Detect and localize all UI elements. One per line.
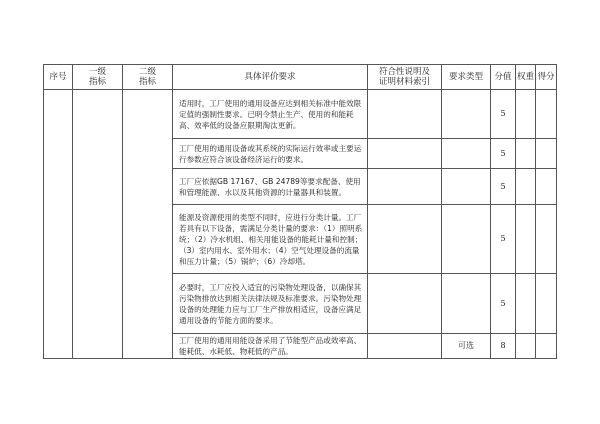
header-weight: 权重 bbox=[516, 65, 536, 90]
header-result: 得分 bbox=[536, 65, 557, 90]
requirement-cell: 适用时，工厂使用的通用设备应达到相关标准中能效限定值的强制性要求。已明令禁止生产、使用的和能耗高、效率低的设备应限期淘汰更新。 bbox=[173, 90, 368, 139]
header-seq: 序号 bbox=[44, 65, 73, 90]
header-level2-indicator: 二级 指标 bbox=[123, 65, 173, 90]
requirement-cell: 工厂使用的通用用能设备采用了节能型产品或效率高、能耗低、水耗低、物耗低的产品。 bbox=[173, 334, 368, 359]
requirement-type-cell bbox=[442, 274, 491, 334]
level2-cell bbox=[123, 90, 173, 359]
requirement-type-cell: 可选 bbox=[442, 334, 491, 359]
requirement-cell: 必要时，工厂应投入适宜的污染物处理设备，以确保其污染物排放达到相关法律法规及标准要求。污染物处理设备的处理能力应与工厂生产排放相适应，设备应满足通用设备的节能方面的要求。 bbox=[173, 274, 368, 334]
requirement-type-cell bbox=[442, 139, 491, 169]
header-requirement-type: 要求类型 bbox=[442, 65, 491, 90]
requirement-type-cell bbox=[442, 90, 491, 139]
weight-cell[interactable] bbox=[516, 169, 536, 205]
score-cell: 5 bbox=[491, 169, 516, 205]
score-cell: 8 bbox=[491, 334, 516, 359]
score-cell: 5 bbox=[491, 90, 516, 139]
evidence-cell[interactable] bbox=[368, 205, 442, 274]
result-cell[interactable] bbox=[536, 334, 557, 359]
evaluation-table bbox=[43, 64, 557, 359]
score-cell: 5 bbox=[491, 205, 516, 274]
requirement-cell: 工厂使用的通用设备或其系统的实际运行效率或主要运行参数应符合该设备经济运行的要求。 bbox=[173, 139, 368, 169]
header-requirement: 具体评价要求 bbox=[173, 65, 368, 90]
evidence-cell[interactable] bbox=[368, 334, 442, 359]
seq-cell bbox=[44, 90, 73, 359]
result-cell[interactable] bbox=[536, 139, 557, 169]
score-cell: 5 bbox=[491, 274, 516, 334]
requirement-type-cell bbox=[442, 205, 491, 274]
header-level1-indicator: 一级 指标 bbox=[73, 65, 123, 90]
result-cell[interactable] bbox=[536, 274, 557, 334]
header-score: 分值 bbox=[491, 65, 516, 90]
weight-cell[interactable] bbox=[516, 334, 536, 359]
weight-cell[interactable] bbox=[516, 139, 536, 169]
table-header-row bbox=[44, 65, 557, 90]
header-evidence: 符合性说明及 证明材料索引 bbox=[368, 65, 442, 90]
weight-cell[interactable] bbox=[516, 274, 536, 334]
weight-cell[interactable] bbox=[516, 90, 536, 139]
weight-cell[interactable] bbox=[516, 205, 536, 274]
result-cell[interactable] bbox=[536, 169, 557, 205]
evidence-cell[interactable] bbox=[368, 169, 442, 205]
level1-cell bbox=[73, 90, 123, 359]
result-cell[interactable] bbox=[536, 205, 557, 274]
requirement-type-cell bbox=[442, 169, 491, 205]
table-row bbox=[44, 90, 557, 139]
requirement-cell: 工厂应依据GB 17167、GB 24789等要求配备、使用和管理能源、水以及其他资源的计量器具和装置。 bbox=[173, 169, 368, 205]
score-cell: 5 bbox=[491, 139, 516, 169]
evidence-cell[interactable] bbox=[368, 274, 442, 334]
requirement-cell: 能源及资源使用的类型不同时，应进行分类计量。工厂若具有以下设备，需满足分类计量的要求：（1）照明系统；（2）冷水机组、相关用能设备的能耗计量和控制；（3）室内用水、室外用水；（4）空气处理设备的流量和压力计量；（5）锅炉；（6）冷却塔。 bbox=[173, 205, 368, 274]
evidence-cell[interactable] bbox=[368, 90, 442, 139]
result-cell[interactable] bbox=[536, 90, 557, 139]
evidence-cell[interactable] bbox=[368, 139, 442, 169]
